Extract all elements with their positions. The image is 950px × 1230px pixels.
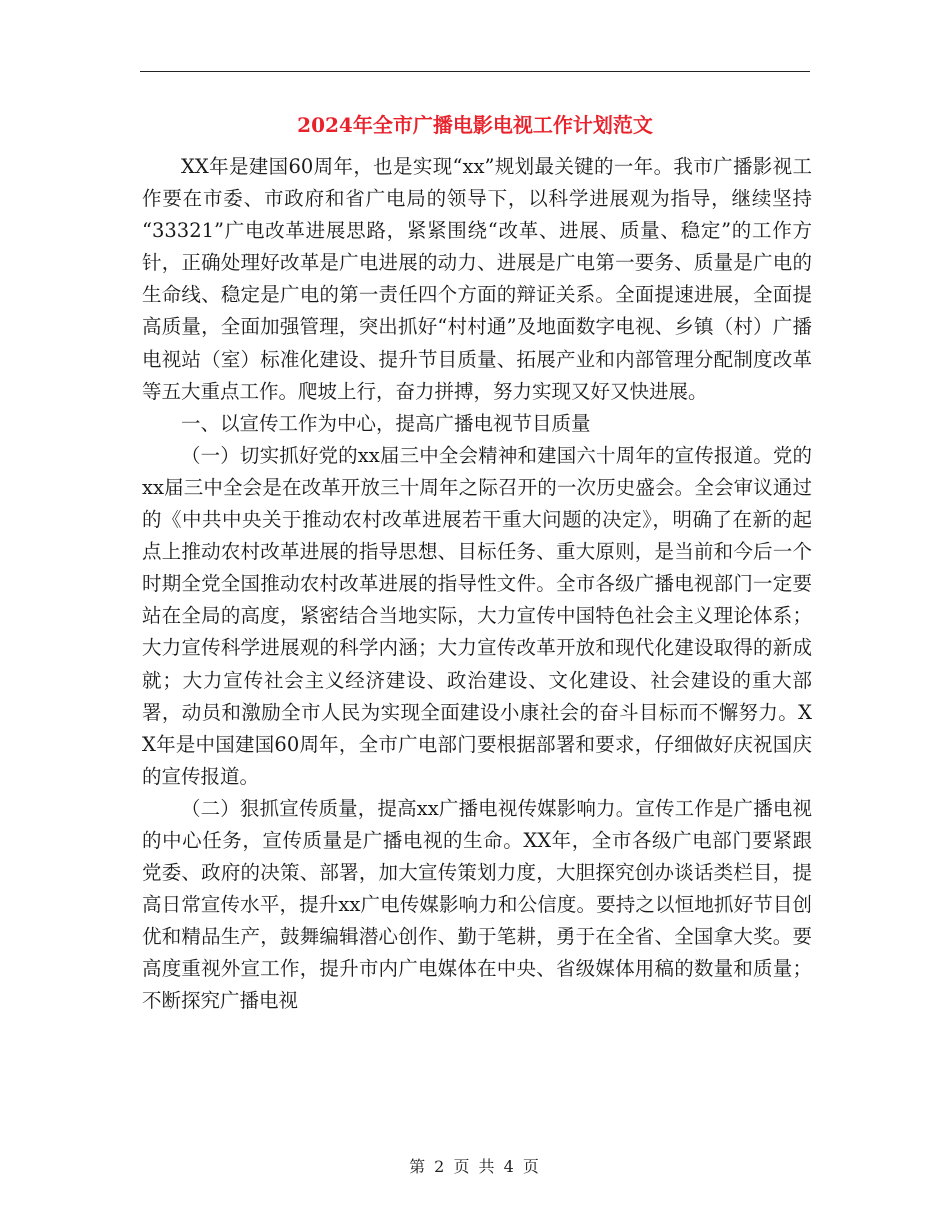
paragraph-intro: XX年是建国60周年，也是实现“xx”规划最关键的一年。我市广播影视工作要在市委、市政府和省广电局的领导下，以科学进展观为指导，继续坚持 “33321”广电改革进展思路，紧紧围绕“改革、进展、质量、稳定”的工作方针，正确处理好改革是广电进展的动力、进展是广电第一要务、质量是广电的生命线、稳定是广电的第一责任四个方面的辩证关系。全面提速进展，全面提高质量，全面加强管理，突出抓好“村村通”及地面数字电视、乡镇（村）广播电视站（室）标准化建设、提升节目质量、拓展产业和内部管理分配制度改革等五大重点工作。爬坡上行，奋力拼搏，努力实现又好又快进展。 [142,155,812,403]
header-rule [140,71,810,72]
page-number-footer: 第 2 页 共 4 页 [409,1157,541,1176]
document-body [142,151,812,1018]
paragraph-item-1: （一）切实抓好党的xx届三中全会精神和建国六十周年的宣传报道。党的xx届三中全会是在改革开放三十周年之际召开的一次历史盛会。全会审议通过的《中共中央关于推动农村改革进展若干重大问题的决定》，明确了在新的起点上推动农村改革进展的指导思想、目标任务、重大原则，是当前和今后一个时期全党全国推动农村改革进展的指导性文件。全市各级广播电视部门一定要站在全局的高度，紧密结合当地实际，大力宣传中国特色社会主义理论体系；大力宣传科学进展观的科学内涵；大力宣传改革开放和现代化建设取得的新成就；大力宣传社会主义经济建设、政治建设、文化建设、社会建设的重大部署，动员和激励全市人民为实现全面建设小康社会的奋斗目标而不懈努力。XX年是中国建国60周年，全市广电部门要根据部署和要求，仔细做好庆祝国庆的宣传报道。 [142,443,812,788]
section-heading-1: 一、以宣传工作为中心，提高广播电视节目质量 [181,411,591,435]
document-title: 2024年全市广播电影电视工作计划范文 [297,113,653,137]
paragraph-item-2: （二）狠抓宣传质量，提高xx广播电视传媒影响力。宣传工作是广播电视的中心任务，宣传质量是广播电视的生命。XX年，全市各级广电部门要紧跟党委、政府的决策、部署，加大宣传策划力度，大胆探究创办谈话类栏目，提高日常宣传水平，提升xx广电传媒影响力和公信度。要持之以恒地抓好节目创优和精品生产，鼓舞编辑潜心创作、勤于笔耕，勇于在全省、全国拿大奖。要高度重视外宣工作，提升市内广电媒体在中央、省级媒体用稿的数量和质量；不断探究广播电视 [142,796,812,1013]
